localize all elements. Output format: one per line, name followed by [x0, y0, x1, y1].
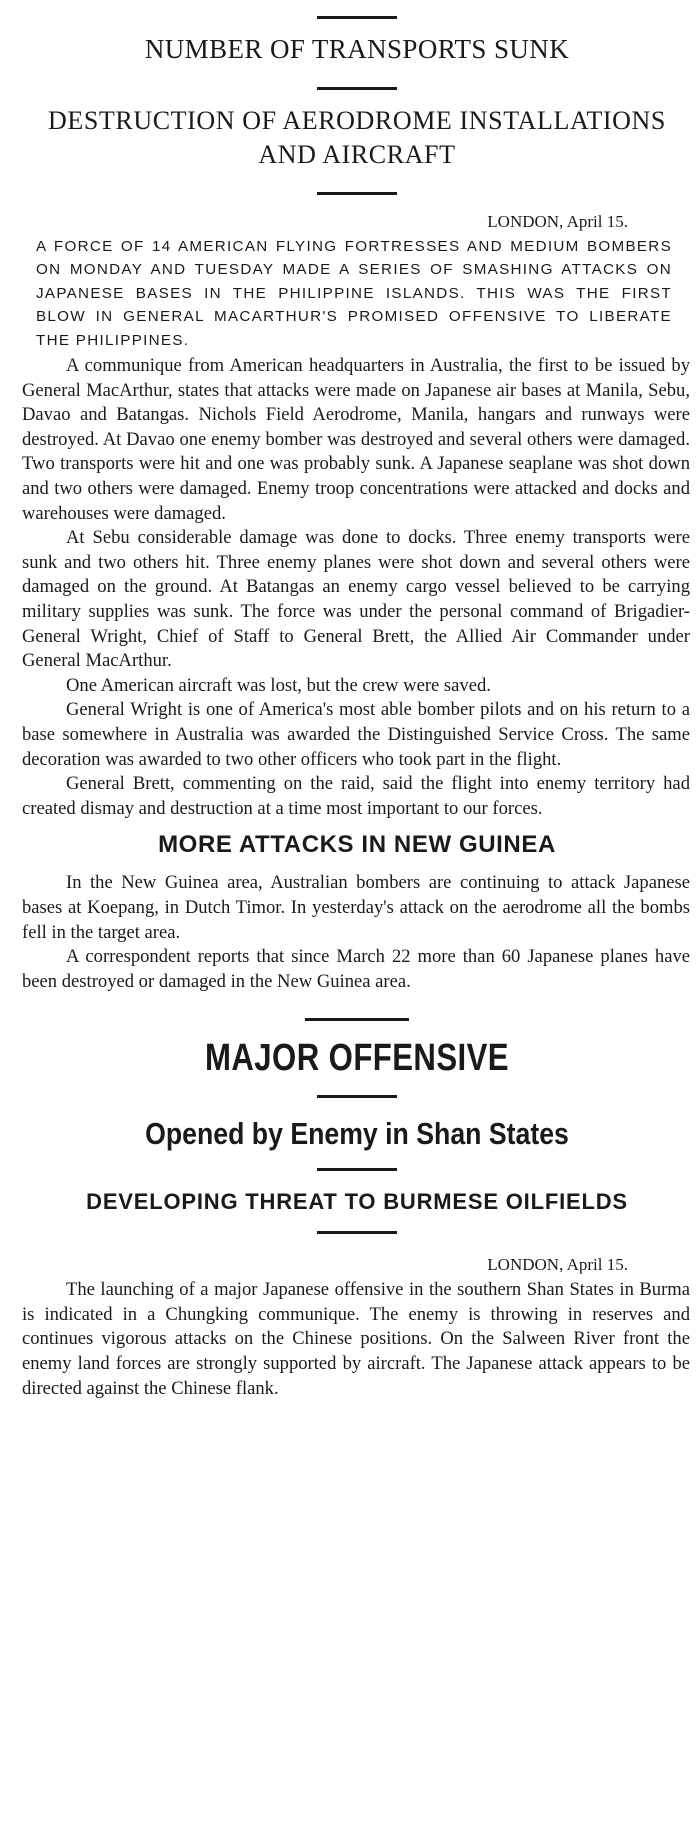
body-paragraph-3: One American aircraft was lost, but the crew were saved. [66, 674, 491, 696]
article-deck [22, 104, 692, 172]
shan-states-headline: Opened by Enemy in Shan States [145, 1116, 569, 1152]
dateline: LONDON, April 15. [487, 212, 628, 231]
threat-rule [317, 1231, 397, 1234]
new-guinea-paragraph-1: In the New Guinea area, Australian bombers are continuing to attack Japanese bases at Koepang, in Dutch Timor. In yesterday's attack on the aerodrome all the bombs fell in the target area. [22, 872, 690, 943]
shan-paragraph: The launching of a major Japanese offensive in the southern Shan States in Burma is indicated in a Chungking communique. The enemy is throwing in reserves and continues vigorous attacks on the Chinese positions. On the Salween River front the enemy land forces are strongly supported by aircraft. The Japanese attack appears to be directed against the Chinese flank. [22, 1279, 690, 1399]
oilfields-deck: DEVELOPING THREAT TO BURMESE OILFIELDS [86, 1189, 628, 1215]
headline-rule [317, 87, 397, 90]
major-rule [317, 1095, 397, 1098]
top-rule [317, 16, 397, 19]
body-paragraph-4: General Wright is one of America's most able bomber pilots and on his return to a base somewhere in Australia was awarded the Distinguished Service Cross. The same decoration was awarded to two other officers who took part in the flight. [22, 699, 690, 770]
subhead-new-guinea: MORE ATTACKS IN NEW GUINEA [158, 831, 556, 859]
newspaper-clipping [0, 16, 700, 1825]
shan-body [22, 1278, 692, 1401]
new-guinea-paragraph-2: A correspondent reports that since March 22 more than 60 Japanese planes have been destroyed or damaged in the New Guinea area. [22, 946, 690, 992]
lead-paragraph: A FORCE OF 14 AMERICAN FLYING FORTRESSES AND MEDIUM BOMBERS ON MONDAY AND TUESDAY MADE A SERIES OF SMASHING ATTACKS ON JAPANESE BASES IN THE PHILIPPINE ISLANDS. THIS WAS THE FIRST BLOW IN GENERAL MACARTHUR'S PROMISED OFFENSIVE TO LIBERATE THE PHILIPPINES. [36, 238, 672, 349]
body-paragraph-1: A communique from American headquarters in Australia, the first to be issued by General MacArthur, states that attacks were made on Japanese air bases at Manila, Sebu, Davao and Batangas. Nichols Field Aerodrome, Manila, hangars and runways were destroyed. At Davao one enemy bomber was destroyed and several others were damaged. Two transports were hit and one was probably sunk. A Japanese seaplane was shot down and two others were damaged. Enemy troop concentrations were attacked and docks and warehouses were damaged. [22, 355, 690, 524]
opened-rule [317, 1168, 397, 1171]
body-paragraph-5: General Brett, commenting on the raid, said the flight into enemy territory had created dismay and destruction at a time most important to our forces. [22, 773, 690, 819]
section-divider [305, 1018, 409, 1021]
deck-line-1: DESTRUCTION OF AERODROME INSTALLATIONS [47, 106, 666, 135]
deck-line-2: AND AIRCRAFT [258, 140, 456, 169]
new-guinea-body [22, 871, 692, 994]
dateline-2: LONDON, April 15. [487, 1255, 628, 1275]
deck-rule [317, 192, 397, 195]
major-offensive-headline: MAJOR OFFENSIVE [205, 1037, 509, 1080]
article-body [22, 354, 692, 821]
body-paragraph-2: At Sebu considerable damage was done to docks. Three enemy transports were sunk and two others hit. Three enemy planes were shot down and several others were damaged on the ground. At Batangas an enemy cargo vessel believed to be carrying military supplies was sunk. The force was under the personal command of Brigadier-General Wright, Chief of Staff to General Brett, the Allied Air Commander under General MacArthur. [22, 527, 690, 672]
article-headline: NUMBER OF TRANSPORTS SUNK [144, 34, 570, 64]
